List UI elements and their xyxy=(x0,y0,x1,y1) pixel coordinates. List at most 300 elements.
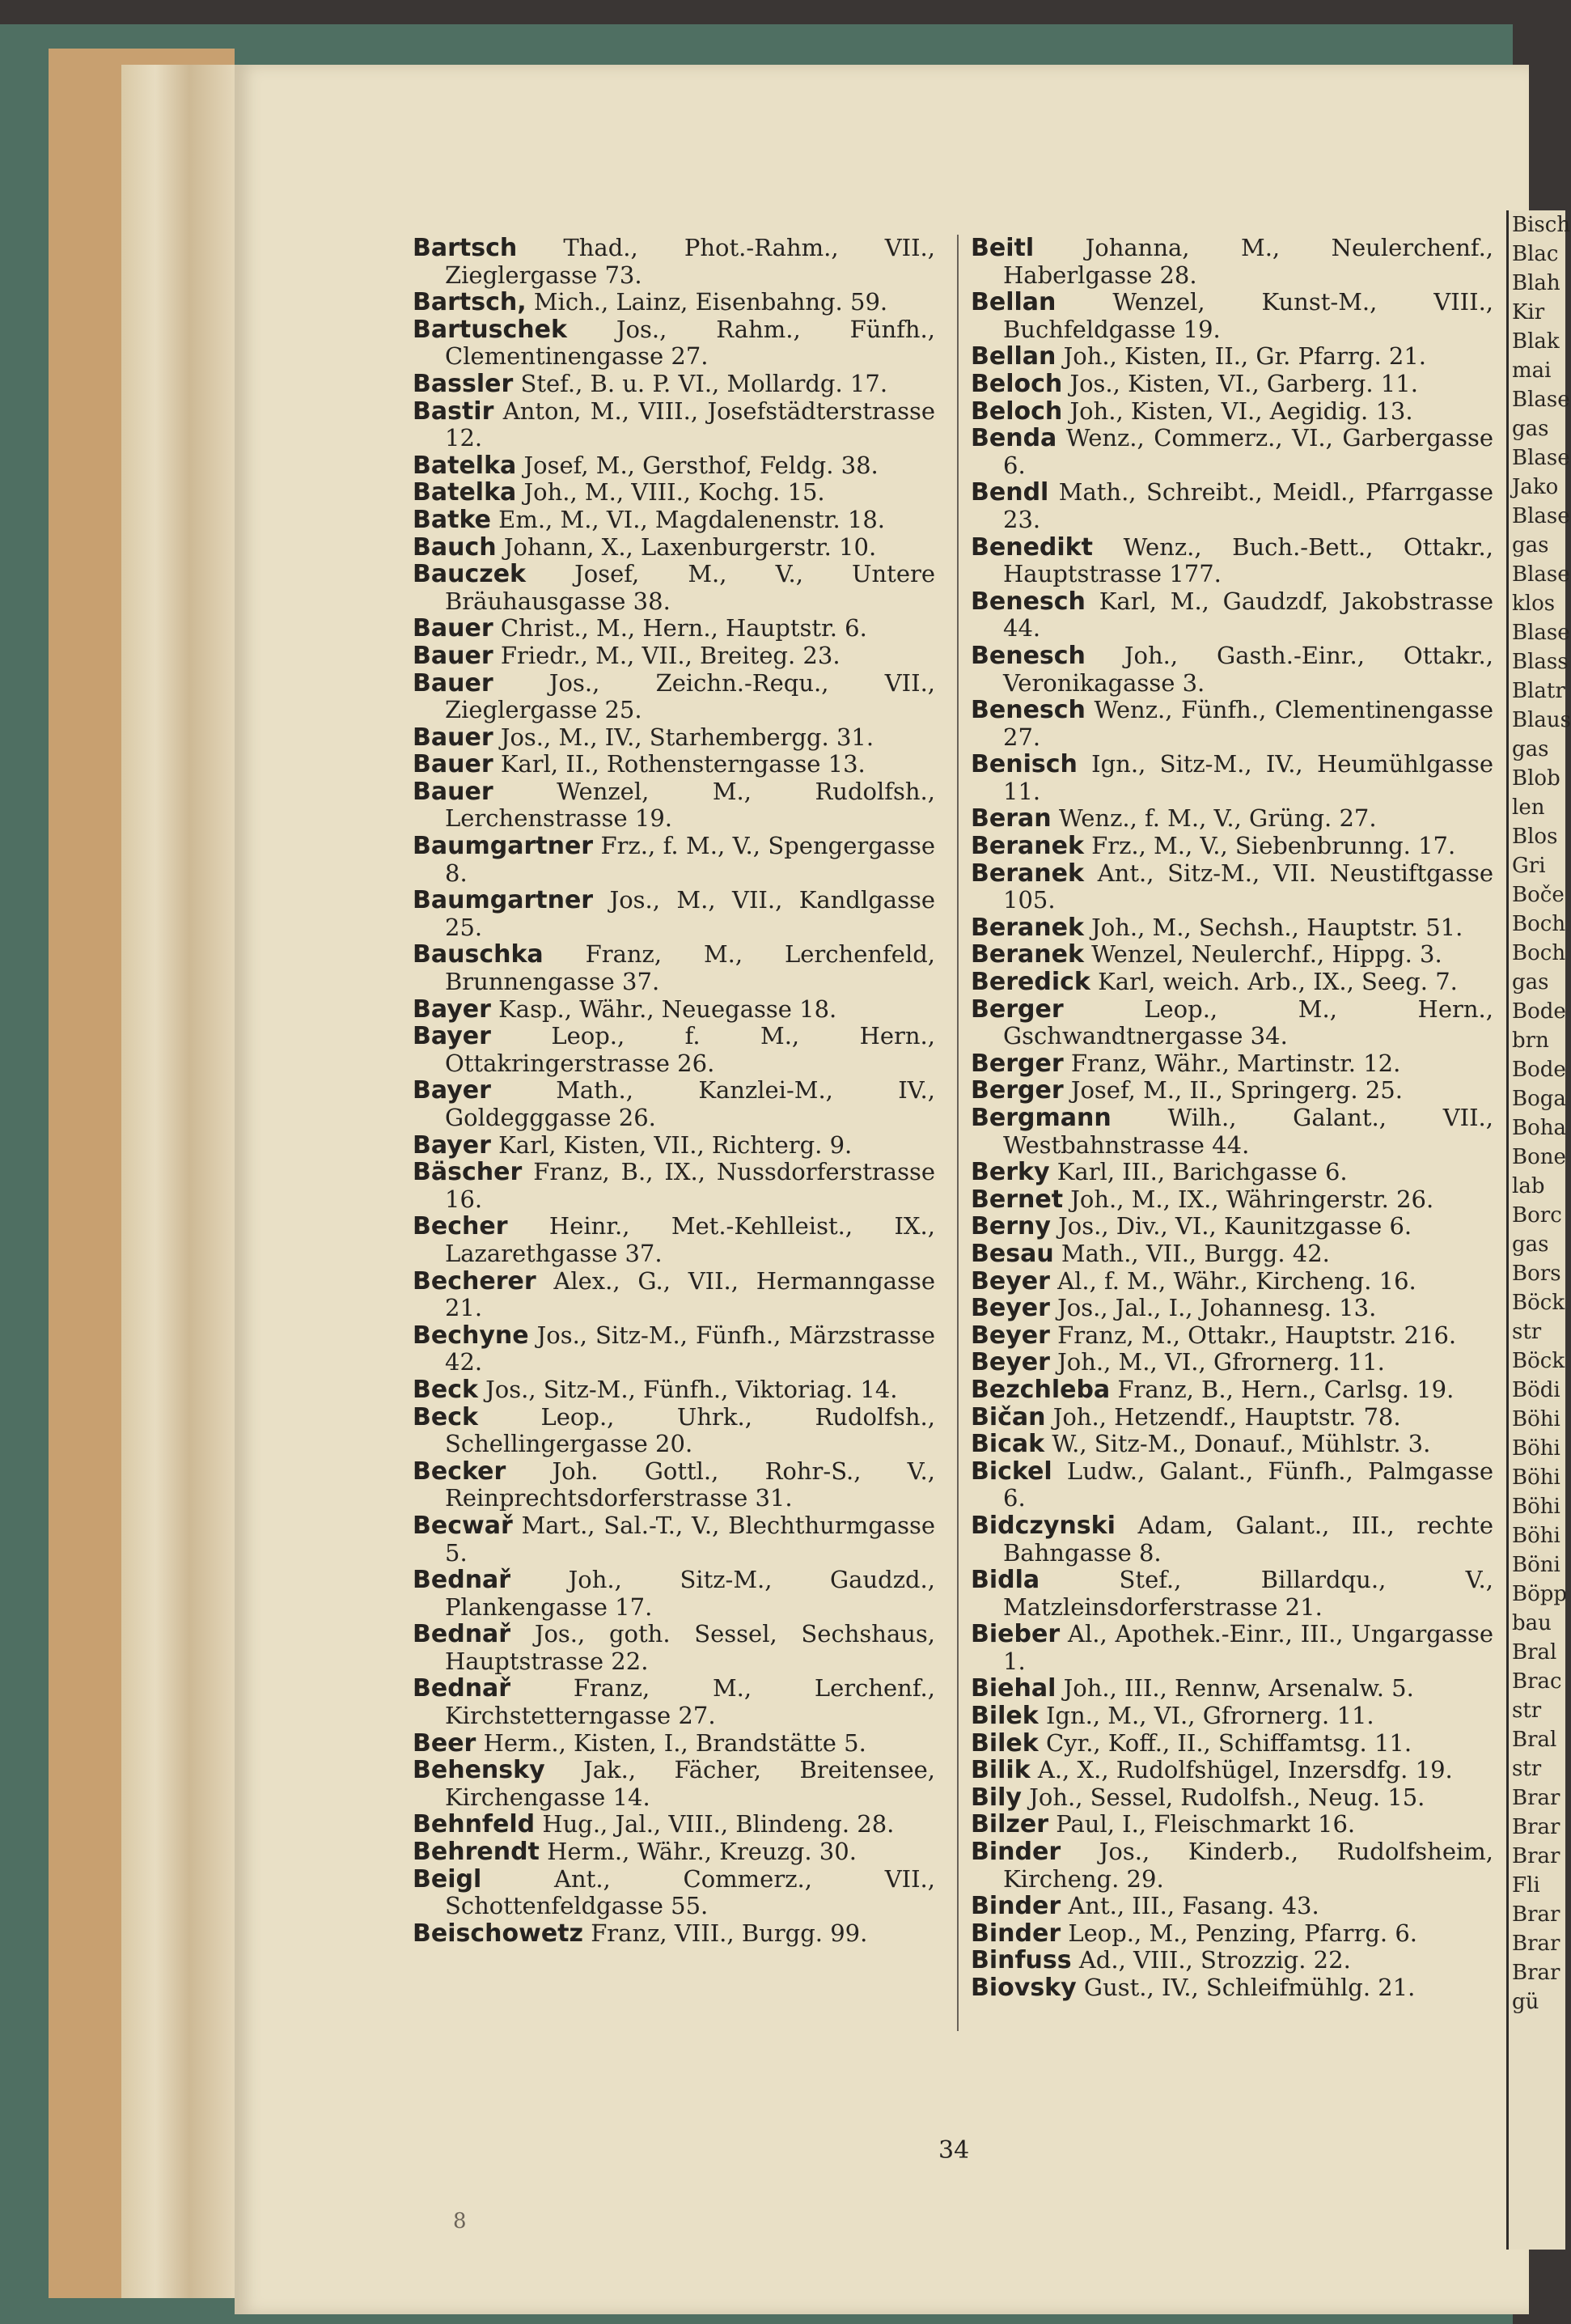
entry-details: Jos., Sitz-M., Fünfh., Märzstrasse 42. xyxy=(445,1321,935,1376)
entry-surname: Bily xyxy=(971,1783,1022,1812)
entry-details: Leop., M., Penzing, Pfarrg. 6. xyxy=(1068,1919,1418,1947)
entry-surname: Bauer xyxy=(413,641,493,670)
next-page-fragment: str xyxy=(1512,1757,1542,1781)
entry-surname: Beyer xyxy=(971,1294,1050,1323)
directory-entry xyxy=(413,1866,935,1920)
entry-details: Jos., Sitz-M., Fünfh., Viktoriag. 14. xyxy=(485,1375,898,1403)
directory-entry xyxy=(413,1077,935,1131)
entry-details: Ant., III., Fasang. 43. xyxy=(1068,1892,1319,1920)
entry-surname: Bicak xyxy=(971,1430,1045,1459)
entry-surname: Bezchleba xyxy=(971,1375,1111,1404)
next-page-fragment: Böck xyxy=(1512,1349,1565,1373)
entry-details: Franz, M., Lerchenfeld, Brunnengasse 37. xyxy=(445,940,935,996)
corner-mark: 8 xyxy=(453,2209,467,2233)
entry-surname: Binder xyxy=(971,1892,1061,1921)
entry-details: Frz., M., V., Siebenbrunng. 17. xyxy=(1091,832,1456,860)
entry-surname: Binder xyxy=(971,1919,1061,1948)
directory-entry xyxy=(413,1811,935,1838)
directory-entry xyxy=(971,1703,1493,1730)
entry-surname: Bernet xyxy=(971,1185,1064,1214)
directory-entry xyxy=(971,1077,1493,1105)
entry-surname: Beitl xyxy=(971,234,1035,262)
entry-surname: Becherer xyxy=(413,1266,536,1296)
entry-surname: Bauch xyxy=(413,532,497,562)
entry-details: Josef, M., II., Springerg. 25. xyxy=(1070,1076,1403,1105)
directory-entry xyxy=(971,833,1493,860)
directory-entry xyxy=(413,1023,935,1077)
entry-details: Karl, Kisten, VII., Richterg. 9. xyxy=(498,1130,853,1159)
directory-entry xyxy=(413,1132,935,1160)
next-page-fragment: Borc xyxy=(1512,1203,1562,1228)
next-page-fragment: gas xyxy=(1512,970,1549,994)
entry-surname: Becker xyxy=(413,1457,506,1486)
directory-entry xyxy=(971,534,1493,588)
directory-entry xyxy=(971,1105,1493,1159)
entry-details: Heinr., Met.-Kehlleist., IX., Lazarethgasse 37. xyxy=(445,1212,935,1267)
directory-entry xyxy=(971,371,1493,398)
entry-details: Hug., Jal., VIII., Blindeng. 28. xyxy=(542,1810,895,1838)
directory-entry xyxy=(971,1784,1493,1812)
directory-entry xyxy=(413,941,935,995)
next-page-fragment: Böck xyxy=(1512,1291,1565,1315)
next-page-fragment: Boče xyxy=(1512,883,1565,907)
entry-surname: Beck xyxy=(413,1402,478,1431)
next-page-fragment: Blos xyxy=(1512,825,1558,849)
next-page-fragment: lab xyxy=(1512,1174,1545,1198)
entry-details: Leop., Uhrk., Rudolfsh., Schellingergasse 20. xyxy=(445,1402,935,1458)
entry-surname: Bartuschek xyxy=(413,315,567,344)
entry-details: Math., VII., Burgg. 42. xyxy=(1061,1239,1330,1267)
entry-surname: Bickel xyxy=(971,1457,1052,1486)
next-page-fragment: Bisch xyxy=(1512,213,1571,237)
next-page-fragment: brn xyxy=(1512,1028,1549,1053)
next-page-fragment: Brar xyxy=(1512,1786,1560,1810)
entry-details: Christ., M., Hern., Hauptstr. 6. xyxy=(500,614,867,642)
directory-entry xyxy=(413,642,935,670)
entry-details: Ant., Commerz., VII., Schottenfeldgasse 55. xyxy=(445,1864,935,1920)
entry-details: Joh., M., VIII., Kochg. 15. xyxy=(523,478,825,507)
entry-surname: Behrendt xyxy=(413,1838,540,1867)
directory-entry xyxy=(971,1811,1493,1838)
entry-details: Ludw., Galant., Fünfh., Palmgasse 6. xyxy=(1003,1457,1493,1512)
next-page-fragment: str xyxy=(1512,1320,1542,1344)
entry-surname: Benisch xyxy=(971,750,1078,779)
entry-surname: Beloch xyxy=(971,369,1063,398)
entry-details: Jos., Zeichn.-Requ., VII., Zieglergasse 25. xyxy=(445,668,936,724)
next-page-fragment: Bode xyxy=(1512,1058,1566,1082)
entry-details: Math., Kanzlei-M., IV., Goldegggasse 26. xyxy=(445,1076,935,1131)
directory-entry xyxy=(971,1974,1493,2002)
entry-details: Karl, M., Gaudzdf, Jakobstrasse 44. xyxy=(1003,587,1493,642)
directory-entry xyxy=(971,805,1493,833)
next-page-fragment: Böhi xyxy=(1512,1495,1560,1519)
next-page-fragment: Blak xyxy=(1512,329,1560,354)
entry-details: Joh., Hetzendf., Hauptstr. 78. xyxy=(1052,1402,1401,1431)
entry-details: Joh., M., VI., Gfrornerg. 11. xyxy=(1057,1348,1385,1376)
entry-details: Franz, VIII., Burgg. 99. xyxy=(591,1919,868,1947)
entry-details: Franz, M., Lerchenf., Kirchstetterngasse 27. xyxy=(445,1674,935,1730)
directory-entry xyxy=(413,1920,935,1948)
directory-entry xyxy=(971,1213,1493,1240)
entry-details: Josef, M., Gersthof, Feldg. 38. xyxy=(523,451,879,479)
next-page-fragment: Brar xyxy=(1512,1932,1560,1956)
entry-surname: Bieber xyxy=(971,1620,1061,1649)
next-page-fragment: Brar xyxy=(1512,1815,1560,1839)
next-page-fragment: Bral xyxy=(1512,1640,1557,1665)
entry-details: Em., M., VI., Magdalenenstr. 18. xyxy=(498,505,886,533)
entry-surname: Beredick xyxy=(971,968,1090,997)
entry-details: Joh. Gottl., Rohr-S., V., Reinprechtsdorferstrasse 31. xyxy=(445,1457,935,1512)
entry-surname: Bednař xyxy=(413,1674,511,1703)
entry-surname: Batke xyxy=(413,505,491,534)
entry-surname: Bellan xyxy=(971,288,1057,317)
entry-surname: Bičan xyxy=(971,1402,1046,1431)
directory-entry xyxy=(413,561,935,615)
next-page-fragment: Bode xyxy=(1512,999,1566,1024)
entry-surname: Berny xyxy=(971,1212,1051,1241)
directory-entry xyxy=(971,1512,1493,1567)
entry-details: Frz., f. M., V., Spengergasse 8. xyxy=(445,832,936,887)
entry-surname: Bauczek xyxy=(413,560,527,589)
entry-details: Ign., Sitz-M., IV., Heumühlgasse 11. xyxy=(1003,750,1493,805)
next-page-fragment: Blase xyxy=(1512,621,1570,645)
entry-surname: Bellan xyxy=(971,342,1057,371)
next-page-fragment: Gri xyxy=(1512,854,1546,878)
entry-surname: Berky xyxy=(971,1158,1050,1187)
entry-surname: Batelka xyxy=(413,451,517,480)
directory-entry xyxy=(413,452,935,480)
left-column xyxy=(413,235,935,1947)
next-page-fragment: Kir xyxy=(1512,300,1545,324)
next-page-fragment: Böhi xyxy=(1512,1436,1560,1461)
entry-details: Jos., Div., VI., Kaunitzgasse 6. xyxy=(1058,1212,1412,1240)
entry-details: Herm., Kisten, I., Brandstätte 5. xyxy=(483,1728,866,1757)
next-page-fragment: Blass xyxy=(1512,650,1569,674)
directory-entry xyxy=(971,1893,1493,1920)
directory-entry xyxy=(971,343,1493,371)
directory-entry xyxy=(413,751,935,778)
entry-details: Anton, M., VIII., Josefstädterstrasse 12. xyxy=(445,397,935,452)
entry-details: Jos., M., VII., Kandlgasse 25. xyxy=(445,886,936,941)
entry-surname: Baumgartner xyxy=(413,832,594,861)
next-page-fragment: Boha xyxy=(1512,1116,1567,1140)
next-page-fragment: gas xyxy=(1512,737,1549,761)
entry-surname: Bilzer xyxy=(971,1810,1049,1839)
next-page-fragment: Boch xyxy=(1512,912,1566,936)
next-page-fragment: Bödi xyxy=(1512,1378,1560,1402)
directory-entry xyxy=(413,507,935,534)
directory-entry xyxy=(413,724,935,752)
entry-details: Paul, I., Fleischmarkt 16. xyxy=(1056,1810,1356,1838)
entry-surname: Bidla xyxy=(971,1566,1040,1595)
entry-surname: Becwař xyxy=(413,1511,513,1540)
directory-entry xyxy=(971,1240,1493,1268)
entry-surname: Biovsky xyxy=(971,1974,1077,2002)
next-page-fragment: Blaus xyxy=(1512,708,1571,732)
next-page-fragment: Böpp xyxy=(1512,1582,1568,1606)
entry-details: Stef., B. u. P. VI., Mollardg. 17. xyxy=(520,369,888,397)
directory-entry xyxy=(971,1404,1493,1431)
directory-entry xyxy=(413,1213,935,1267)
directory-entry xyxy=(413,289,935,316)
directory-entry xyxy=(413,1675,935,1729)
entry-surname: Bauer xyxy=(413,668,493,698)
entry-surname: Behensky xyxy=(413,1756,545,1785)
next-page-fragment: Böhi xyxy=(1512,1465,1560,1490)
entry-surname: Berger xyxy=(971,994,1064,1024)
entry-details: Wenzel, M., Rudolfsh., Lerchenstrasse 19. xyxy=(445,777,935,833)
entry-details: Wenzel, Neulerchf., Hippg. 3. xyxy=(1091,940,1442,969)
next-page-fragment: Fli xyxy=(1512,1873,1540,1898)
entry-details: Jos., M., IV., Starhembergg. 31. xyxy=(500,723,874,751)
directory-entry xyxy=(413,1730,935,1758)
directory-entry xyxy=(971,1947,1493,1974)
entry-details: Leop., f. M., Hern., Ottakringerstrasse 26. xyxy=(445,1022,935,1077)
directory-entry xyxy=(971,751,1493,805)
directory-entry xyxy=(413,670,935,724)
directory-entry xyxy=(971,996,1493,1050)
entry-details: Jos., Jal., I., Johannesg. 13. xyxy=(1057,1294,1377,1322)
next-page-fragment: Blatr xyxy=(1512,679,1565,703)
directory-entry xyxy=(971,860,1493,914)
next-page-fragment: klos xyxy=(1512,592,1556,616)
entry-surname: Bednař xyxy=(413,1620,511,1649)
next-page-fragment: Blase xyxy=(1512,504,1570,528)
next-page-fragment: Blah xyxy=(1512,271,1560,295)
next-page-fragment: Brar xyxy=(1512,1902,1560,1927)
directory-entry xyxy=(971,1349,1493,1376)
directory-entry xyxy=(413,833,935,887)
entry-details: Thad., Phot.-Rahm., VII., Zieglergasse 73. xyxy=(445,234,935,289)
entry-surname: Bidczynski xyxy=(971,1511,1116,1540)
entry-details: Gust., IV., Schleifmühlg. 21. xyxy=(1083,1974,1416,2001)
directory-entry xyxy=(971,1050,1493,1078)
entry-details: Josef, M., V., Untere Bräuhausgasse 38. xyxy=(445,560,935,615)
entry-details: Wenz., Fünfh., Clementinengasse 27. xyxy=(1003,696,1494,751)
entry-details: Franz, B., Hern., Carlsg. 19. xyxy=(1117,1375,1455,1403)
entry-surname: Benedikt xyxy=(971,532,1093,562)
directory-entry xyxy=(971,697,1493,751)
directory-entry xyxy=(971,1567,1493,1621)
entry-details: Joh., M., IX., Währingerstr. 26. xyxy=(1070,1185,1434,1213)
entry-details: Ad., VIII., Strozzig. 22. xyxy=(1078,1946,1351,1974)
directory-entry xyxy=(413,1757,935,1811)
entry-surname: Beyer xyxy=(971,1266,1050,1296)
directory-entry xyxy=(413,398,935,452)
directory-entry xyxy=(971,1458,1493,1512)
entry-details: Wenz., Commerz., VI., Garbergasse 6. xyxy=(1003,424,1494,479)
entry-surname: Batelka xyxy=(413,478,517,507)
directory-entry xyxy=(971,1920,1493,1948)
next-page-fragment: str xyxy=(1512,1698,1542,1723)
entry-surname: Beyer xyxy=(971,1348,1050,1377)
entry-details: Jos., Kinderb., Rudolfsheim, Kircheng. 29. xyxy=(1003,1838,1493,1893)
entry-details: Karl, III., Barichgasse 6. xyxy=(1057,1158,1348,1186)
entry-details: Joh., Kisten, II., Gr. Pfarrg. 21. xyxy=(1063,342,1427,371)
entry-surname: Bauschka xyxy=(413,940,544,969)
entry-details: Johann, X., Laxenburgerstr. 10. xyxy=(503,532,877,561)
next-page-fragment: Böni xyxy=(1512,1553,1560,1577)
next-page-fragment: Brar xyxy=(1512,1961,1560,1985)
entry-surname: Beloch xyxy=(971,397,1063,426)
directory-entry xyxy=(971,1268,1493,1296)
entry-details: Jos., Kisten, VI., Garberg. 11. xyxy=(1069,369,1418,397)
directory-entry xyxy=(413,1268,935,1322)
entry-details: Franz, Währ., Martinstr. 12. xyxy=(1070,1049,1401,1077)
next-page-fragment: Brac xyxy=(1512,1669,1562,1694)
directory-entry xyxy=(413,534,935,562)
entry-surname: Bayer xyxy=(413,1022,491,1051)
entry-surname: Benda xyxy=(971,424,1057,453)
directory-entry xyxy=(971,235,1493,289)
next-page-fragment: Blase xyxy=(1512,388,1570,412)
entry-surname: Beyer xyxy=(971,1321,1050,1350)
entry-surname: Binder xyxy=(971,1838,1061,1867)
directory-entry xyxy=(413,1567,935,1621)
entry-surname: Besau xyxy=(971,1239,1054,1268)
next-page-fragment: Böhi xyxy=(1512,1407,1560,1431)
entry-surname: Bilek xyxy=(971,1702,1039,1731)
directory-entry xyxy=(413,371,935,398)
entry-details: Alex., G., VII., Hermanngasse 21. xyxy=(445,1266,935,1322)
entry-surname: Beigl xyxy=(413,1864,482,1894)
entry-details: W., Sitz-M., Donauf., Mühlstr. 3. xyxy=(1052,1430,1431,1458)
next-page-fragment: Bral xyxy=(1512,1728,1557,1752)
entry-surname: Bednař xyxy=(413,1566,511,1595)
page-stack xyxy=(121,65,235,2298)
entry-surname: Bauer xyxy=(413,614,493,643)
directory-entry xyxy=(971,1621,1493,1675)
entry-surname: Bayer xyxy=(413,1076,491,1105)
directory-entry xyxy=(413,1322,935,1376)
directory-entry xyxy=(971,1159,1493,1186)
directory-entry xyxy=(971,1730,1493,1758)
directory-entry xyxy=(971,1431,1493,1458)
directory-entry xyxy=(971,1376,1493,1404)
directory-entry xyxy=(971,1757,1493,1784)
entry-details: Franz, M., Ottakr., Hauptstr. 216. xyxy=(1057,1321,1457,1349)
entry-surname: Beranek xyxy=(971,913,1084,942)
next-page-strip xyxy=(1506,210,1571,2250)
entry-details: Joh., M., Sechsh., Hauptstr. 51. xyxy=(1091,913,1463,941)
entry-details: Franz, B., IX., Nussdorferstrasse 16. xyxy=(445,1158,935,1213)
next-page-fragment: Bone xyxy=(1512,1145,1566,1169)
directory-entry xyxy=(413,1159,935,1213)
entry-surname: Bechyne xyxy=(413,1321,529,1350)
entry-details: Herm., Währ., Kreuzg. 30. xyxy=(547,1838,857,1866)
entry-surname: Bartsch, xyxy=(413,288,527,317)
entry-surname: Becher xyxy=(413,1212,508,1241)
entry-surname: Benesch xyxy=(971,696,1086,725)
directory-entry xyxy=(971,1295,1493,1322)
next-page-fragment: Jako xyxy=(1512,475,1559,499)
directory-entry xyxy=(971,1322,1493,1350)
directory-entry xyxy=(413,316,935,371)
directory-entry xyxy=(413,615,935,642)
directory-entry xyxy=(413,1512,935,1567)
next-page-fragment: gas xyxy=(1512,1232,1549,1257)
directory-entry xyxy=(413,235,935,289)
entry-details: Wenz., Buch.-Bett., Ottakr., Hauptstrasse 177. xyxy=(1003,532,1493,588)
directory-entry xyxy=(971,941,1493,969)
right-column xyxy=(971,235,1493,2002)
next-page-fragment: Boch xyxy=(1512,941,1566,965)
entry-surname: Bäscher xyxy=(413,1158,523,1187)
entry-surname: Beranek xyxy=(971,859,1084,888)
entry-details: Math., Schreibt., Meidl., Pfarrgasse 23. xyxy=(1003,478,1494,533)
entry-surname: Beranek xyxy=(971,832,1084,861)
entry-details: Karl, weich. Arb., IX., Seeg. 7. xyxy=(1098,968,1458,996)
entry-surname: Bendl xyxy=(971,478,1049,507)
entry-details: Joh., III., Rennw, Arsenalw. 5. xyxy=(1063,1674,1414,1703)
next-page-fragment: Blac xyxy=(1512,242,1559,266)
entry-surname: Bilek xyxy=(971,1728,1039,1758)
entry-surname: Beischowetz xyxy=(413,1919,583,1948)
next-page-fragment: Brar xyxy=(1512,1844,1560,1868)
next-page-fragment: Bors xyxy=(1512,1262,1561,1286)
directory-entry xyxy=(971,1838,1493,1893)
next-page-fragment: Boga xyxy=(1512,1087,1566,1111)
entry-surname: Bastir xyxy=(413,397,494,426)
entry-details: Adam, Galant., III., rechte Bahngasse 8. xyxy=(1003,1511,1493,1567)
entry-details: Mich., Lainz, Eisenbahng. 59. xyxy=(533,288,888,316)
entry-details: Joh., Gasth.-Einr., Ottakr., Veronikagasse 3. xyxy=(1003,641,1493,697)
directory-entry xyxy=(413,479,935,507)
directory-entry xyxy=(971,398,1493,426)
column-divider xyxy=(957,235,959,2031)
entry-surname: Bayer xyxy=(413,994,491,1024)
next-page-fragment: Blob xyxy=(1512,766,1560,791)
page-number: 34 xyxy=(938,2136,970,2165)
entry-surname: Behnfeld xyxy=(413,1810,536,1839)
entry-details: Wilh., Galant., VII., Westbahnstrasse 44. xyxy=(1003,1104,1493,1159)
entry-surname: Bassler xyxy=(413,369,514,398)
entry-details: Cyr., Koff., II., Schiffamtsg. 11. xyxy=(1045,1728,1412,1757)
directory-entry xyxy=(971,969,1493,996)
entry-details: Wenzel, Kunst-M., VIII., Buchfeldgasse 19. xyxy=(1003,288,1494,343)
directory-entry xyxy=(971,479,1493,533)
entry-surname: Bayer xyxy=(413,1130,491,1160)
entry-details: Johanna, M., Neulerchenf., Haberlgasse 28. xyxy=(1003,234,1494,289)
entry-details: Jos., goth. Sessel, Sechshaus, Hauptstrasse 22. xyxy=(445,1620,936,1675)
entry-details: Mart., Sal.-T., V., Blechthurmgasse 5. xyxy=(445,1511,935,1567)
next-page-fragment: bau xyxy=(1512,1611,1552,1635)
directory-entry xyxy=(971,1186,1493,1214)
entry-details: Ign., M., VI., Gfrornerg. 11. xyxy=(1045,1702,1374,1730)
next-page-fragment: Blase xyxy=(1512,562,1570,587)
directory-entry xyxy=(971,914,1493,942)
next-page-fragment: gas xyxy=(1512,417,1549,441)
entry-details: Joh., Kisten, VI., Aegidig. 13. xyxy=(1069,397,1413,425)
entry-details: Al., f. M., Währ., Kircheng. 16. xyxy=(1057,1266,1416,1295)
entry-surname: Beck xyxy=(413,1375,478,1404)
directory-entry xyxy=(971,425,1493,479)
entry-surname: Bauer xyxy=(413,777,493,806)
entry-details: Friedr., M., VII., Breiteg. 23. xyxy=(500,641,841,669)
entry-surname: Berger xyxy=(971,1049,1064,1078)
entry-surname: Bilik xyxy=(971,1756,1031,1785)
directory-entry xyxy=(971,289,1493,343)
entry-surname: Beran xyxy=(971,804,1052,833)
directory-entry xyxy=(413,887,935,941)
entry-surname: Bauer xyxy=(413,723,493,752)
entry-surname: Bergmann xyxy=(971,1104,1112,1132)
next-page-fragment: len xyxy=(1512,795,1545,820)
entry-surname: Beranek xyxy=(971,940,1084,969)
entry-details: Kasp., Währ., Neuegasse 18. xyxy=(498,994,837,1023)
next-page-fragment: mai xyxy=(1512,358,1552,383)
directory-entry xyxy=(413,1404,935,1458)
